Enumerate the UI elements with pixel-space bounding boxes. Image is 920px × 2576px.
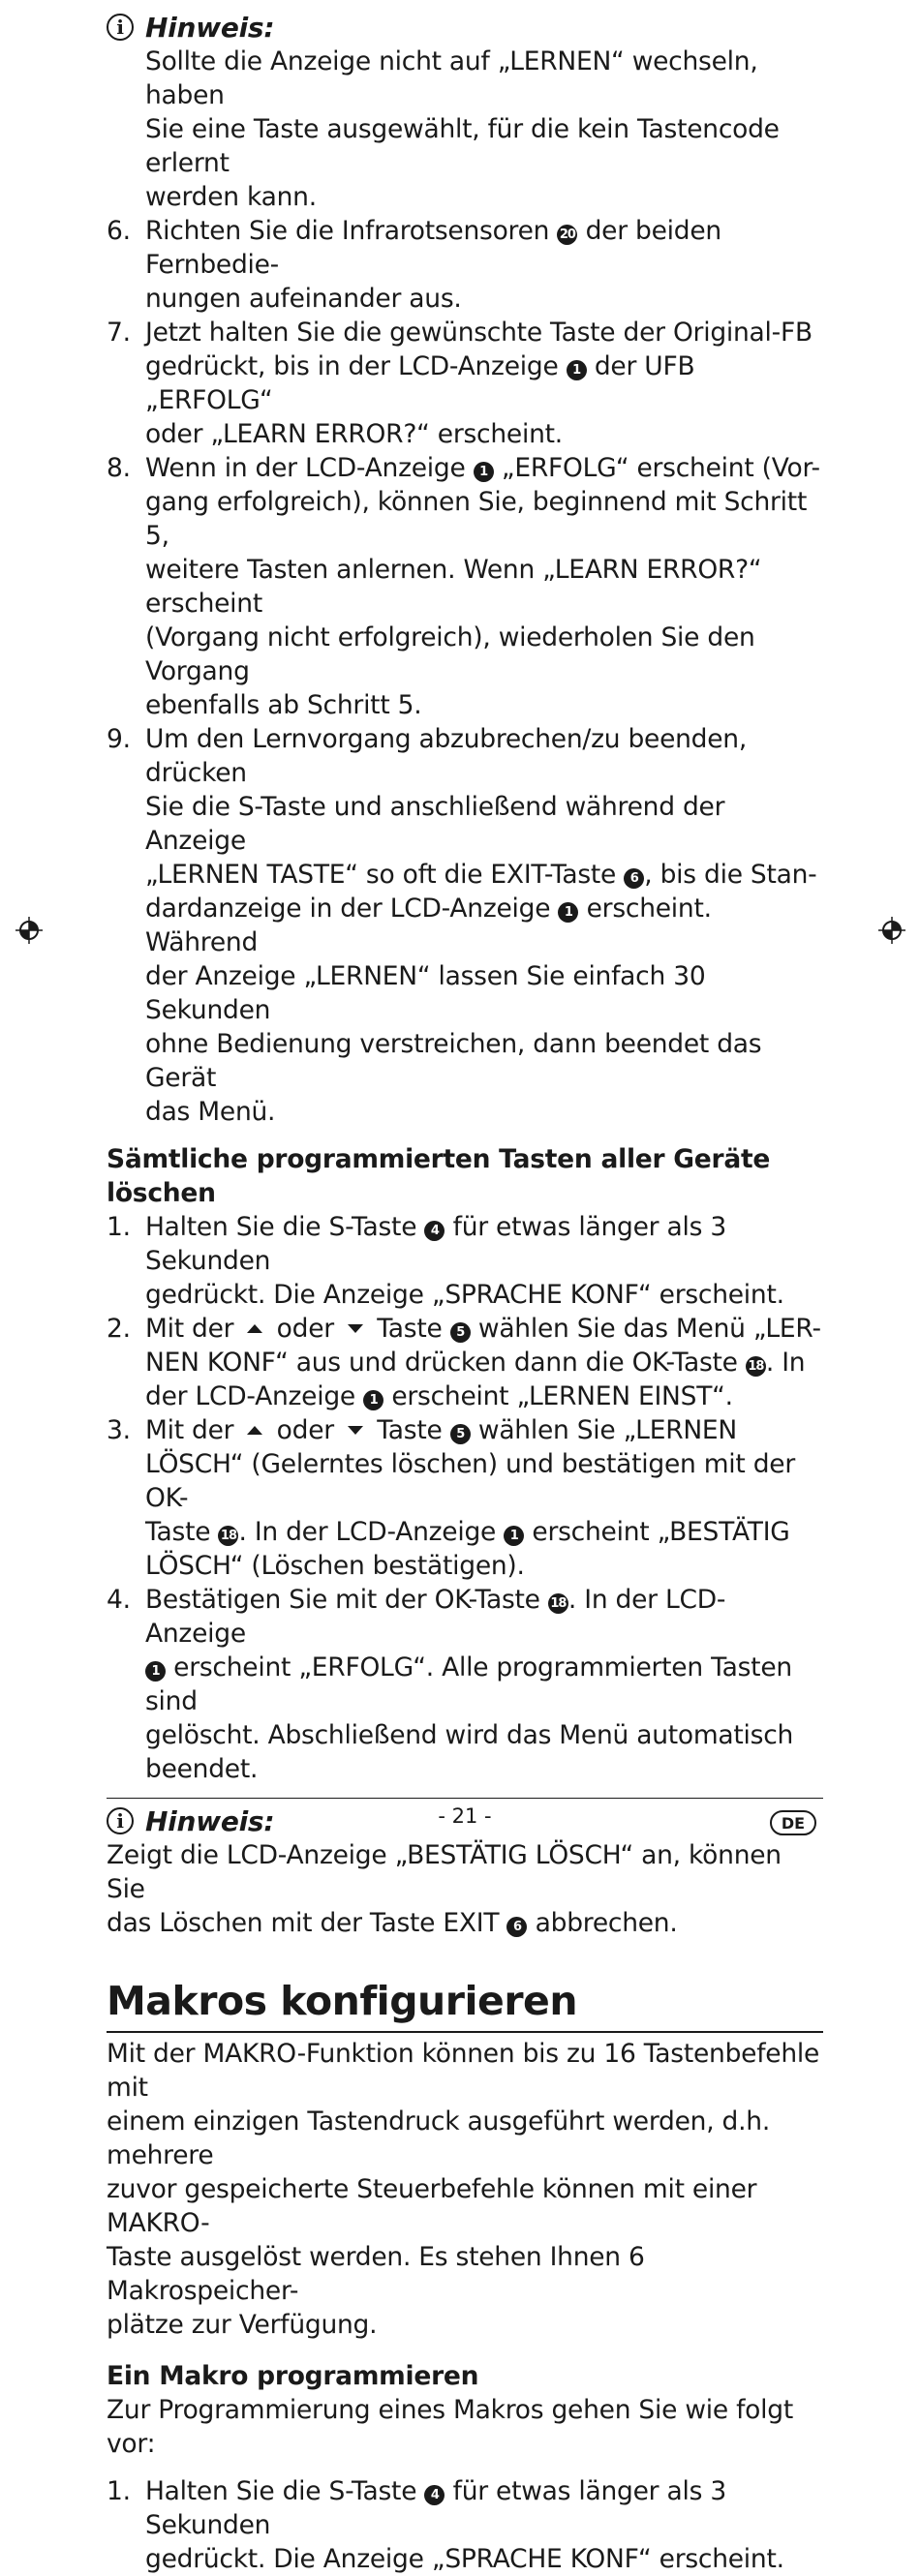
text-line: Sie die S-Taste und anschließend während der Anzeige: [145, 792, 725, 856]
text-line: LÖSCH“ (Gelerntes löschen) und bestätigen mit der OK-: [145, 1449, 795, 1513]
text-line: ohne Bedienung verstreichen, dann beendet das Gerät: [145, 1029, 762, 1093]
text-line: Halten Sie die S-Taste 4 für etwas länger als 3 Sekunden: [145, 2476, 726, 2540]
info-icon: i: [107, 14, 134, 41]
text-line: Zur Programmierung eines Makros gehen Sie wie folgt vor:: [107, 2395, 793, 2459]
note-heading: [107, 10, 823, 45]
list-item: [107, 1312, 823, 1413]
text-line: weitere Tasten anlernen. Wenn „LEARN ERROR?“ erscheint: [145, 555, 762, 619]
text-line: das Löschen mit der Taste EXIT 6 abbrechen.: [107, 1908, 678, 1938]
steps-list: [107, 1210, 823, 1786]
note-block: [107, 10, 823, 214]
text-line: gedrückt, bis in der LCD-Anzeige 1 der UFB „ERFOLG“: [145, 351, 695, 415]
footer-divider: [107, 1798, 823, 1799]
text-line: Sie eine Taste ausgewählt, für die kein Tastencode erlernt: [145, 114, 780, 178]
ref-badge-1: 1: [558, 902, 578, 923]
step-text: [145, 1312, 823, 1413]
text-line: „LERNEN TASTE“ so oft die EXIT-Taste 6 , bis die Stan-: [145, 860, 817, 890]
ref-badge-18: 18: [218, 1526, 238, 1546]
text-line: oder „LEARN ERROR?“ erscheint.: [145, 419, 563, 449]
subsection-heading: Ein Makro programmieren: [107, 2361, 479, 2391]
text-line: werden kann.: [145, 182, 317, 212]
step-number: 4.: [107, 1585, 131, 1615]
text-line: plätze zur Verfügung.: [107, 2310, 378, 2340]
note-body: [107, 1838, 823, 1940]
step-number: 3.: [107, 1415, 131, 1445]
text-line: 1 erscheint „ERFOLG“. Alle programmierten Tasten sind: [145, 1652, 792, 1716]
text-line: Halten Sie die S-Taste 4 für etwas länger als 3 Sekunden: [145, 1212, 726, 1276]
step-text: [145, 214, 823, 316]
ref-badge-4: 4: [424, 2485, 445, 2505]
text-line: nungen aufeinander aus.: [145, 284, 462, 314]
ref-badge-1: 1: [567, 360, 587, 380]
step-text: [145, 1583, 823, 1786]
text-line: der Anzeige „LERNEN“ lassen Sie einfach 30 Sekunden: [145, 961, 706, 1025]
step-number: 8.: [107, 453, 131, 483]
ref-badge-1: 1: [145, 1661, 166, 1682]
text-line: beendet.: [145, 1754, 259, 1784]
list-item: [107, 2474, 823, 2576]
text-line: gelöscht. Abschließend wird das Menü automatisch: [145, 1720, 794, 1750]
ref-badge-1: 1: [363, 1390, 383, 1410]
step-text: [145, 1210, 823, 1312]
document-page: [107, 10, 823, 2576]
text-line: LÖSCH“ (Löschen bestätigen).: [145, 1551, 525, 1581]
text-line: dardanzeige in der LCD-Anzeige 1 erscheint. Während: [145, 894, 712, 957]
text-line: zuvor gespeicherte Steuerbefehle können mit einer MAKRO-: [107, 2174, 757, 2238]
step-number: 6.: [107, 216, 131, 246]
list-item: [107, 451, 823, 722]
step-number: 1.: [107, 1212, 131, 1242]
text-line: Sollte die Anzeige nicht auf „LERNEN“ wechseln, haben: [145, 46, 758, 110]
text-line: einem einzigen Tastendruck ausgeführt werden, d.h. mehrere: [107, 2106, 771, 2170]
step-text: [145, 722, 823, 1129]
step-text: [145, 1413, 823, 1583]
text-line: (Vorgang nicht erfolgreich), wiederholen Sie den Vorgang: [145, 622, 755, 686]
step-number: 2.: [107, 1314, 131, 1344]
text-line: Richten Sie die Infrarotsensoren 20 der beiden Fernbedie-: [145, 216, 721, 280]
list-item: [107, 214, 823, 316]
section-intro: [107, 2037, 823, 2342]
ref-badge-5: 5: [450, 1322, 471, 1343]
text-line: gedrückt. Die Anzeige „SPRACHE KONF“ erscheint.: [145, 2544, 784, 2574]
text-line: gedrückt. Die Anzeige „SPRACHE KONF“ erscheint.: [145, 1280, 784, 1310]
text-line: Bestätigen Sie mit der OK-Taste 18. In der LCD-Anzeige: [145, 1585, 726, 1649]
steps-list: [107, 2474, 823, 2576]
step-text: [145, 451, 823, 722]
language-badge: DE: [770, 1810, 816, 1835]
ref-badge-6: 6: [624, 868, 644, 889]
step-text: [145, 2474, 823, 2576]
registration-mark-icon: [877, 916, 906, 945]
ref-badge-1: 1: [474, 462, 494, 482]
section-heading: Sämtliche programmierten Tasten aller Geräte löschen: [107, 1144, 771, 1208]
up-arrow-icon: [247, 1426, 262, 1435]
list-item: [107, 316, 823, 451]
text-line: Um den Lernvorgang abzubrechen/zu beenden, drücken: [145, 724, 748, 788]
steps-list: [107, 214, 823, 1129]
note-heading-text: Hinweis:: [145, 1804, 275, 1837]
text-line: Taste ausgelöst werden. Es stehen Ihnen 6 Makrospeicher-: [107, 2242, 645, 2306]
text-line: Wenn in der LCD-Anzeige 1 „ERFOLG“ erscheint (Vor-: [145, 453, 820, 483]
ref-badge-18: 18: [548, 1593, 568, 1614]
down-arrow-icon: [348, 1324, 363, 1333]
text-line: Mit der MAKRO-Funktion können bis zu 16 Tastenbefehle mit: [107, 2039, 820, 2103]
step-number: 9.: [107, 724, 131, 754]
note-heading-text: Hinweis:: [145, 11, 275, 44]
list-item: [107, 1210, 823, 1312]
text-line: Jetzt halten Sie die gewünschte Taste der Original-FB: [145, 318, 813, 348]
step-text: [145, 316, 823, 451]
section-title: Makros konfigurieren: [107, 1977, 823, 2033]
list-item: [107, 1413, 823, 1583]
ref-badge-5: 5: [450, 1424, 471, 1444]
ref-badge-4: 4: [424, 1221, 445, 1241]
down-arrow-icon: [348, 1426, 363, 1435]
text-line: Mit der oder Taste 5 wählen Sie das Menü „LER-: [145, 1314, 821, 1344]
page-number: - 21 -: [438, 1804, 492, 1828]
list-item: [107, 722, 823, 1129]
text-line: NEN KONF“ aus und drücken dann die OK-Taste 18. In: [145, 1348, 806, 1378]
up-arrow-icon: [247, 1324, 262, 1333]
note-body: [107, 45, 823, 214]
ref-badge-6: 6: [506, 1917, 527, 1937]
text-line: ebenfalls ab Schritt 5.: [145, 690, 422, 720]
list-item: [107, 1583, 823, 1786]
step-number: 1.: [107, 2476, 131, 2506]
text-line: das Menü.: [145, 1097, 276, 1127]
ref-badge-1: 1: [504, 1526, 524, 1546]
info-icon: i: [107, 1807, 134, 1834]
text-line: gang erfolgreich), können Sie, beginnend mit Schritt 5,: [145, 487, 808, 551]
text-line: Mit der oder Taste 5 wählen Sie „LERNEN: [145, 1415, 737, 1445]
registration-mark-icon: [15, 916, 44, 945]
text-line: Taste 18. In der LCD-Anzeige 1 erscheint „BESTÄTIG: [145, 1517, 790, 1547]
text-line: der LCD-Anzeige 1 erscheint „LERNEN EINST“.: [145, 1381, 733, 1411]
ref-badge-18: 18: [746, 1356, 766, 1377]
step-number: 7.: [107, 318, 131, 348]
text-line: Zeigt die LCD-Anzeige „BESTÄTIG LÖSCH“ an, können Sie: [107, 1840, 782, 1904]
ref-badge-20: 20: [557, 225, 577, 245]
